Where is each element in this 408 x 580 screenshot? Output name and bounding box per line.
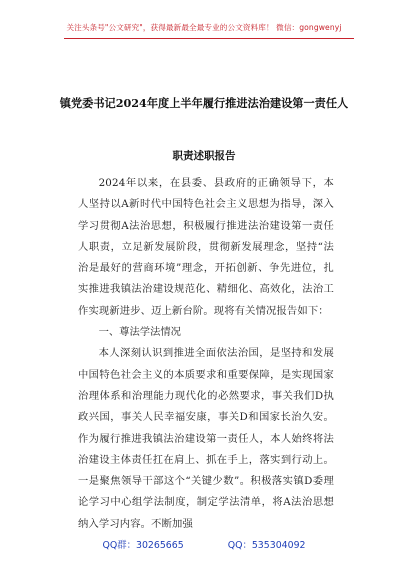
section-heading: 一、尊法学法情况 [98,326,181,339]
footer-contact [0,537,408,551]
footer-qq-group: QQ群：30265665 [102,540,184,551]
intro-paragraph: 2024年以来，在县委、县政府的正确领导下，本人坚持以A新时代中国特色社会主义思想为指导，深入学习贯彻A法治思想，积极履行推进法治建设第一责任人职责，立足新发展阶段，贯彻新发展理念，坚持“法治是最好的营商环境”理念，开拓创新、争先进位，扎实推进我镇法治建设规范化、精细化、高效化，法治工作实现新进步、迈上新台阶。现将有关情况报告如下： [78,177,334,317]
document-title: 镇党委书记2024年度上半年履行推进法治建设第一责任人 [59,96,349,110]
document-subtitle: 职责述职报告 [172,150,236,162]
footer-qq-number: QQ：535304092 [227,540,306,551]
document-body [78,173,334,535]
header-banner: 关注头条号"公文研究"，获得最新最全最专业的公文资料库！ 微信：gongwenyj [66,23,342,32]
header-divider [64,38,354,39]
section-paragraph: 本人深刻认识到推进全面依法治国，是坚持和发展中国特色社会主义的本质要求和重要保障，是实现国家治理体系和治理能力现代化的必然要求，事关我们D执政兴国，事关人民幸福安康，事关D和国家长治久安。作为履行推进我镇法治建设第一责任人，本人始终将法治建设主体责任扛在肩上、抓在手上，落实到行动上。一是聚焦领导干部这个“关键少数”。积极落实镇D委理论学习中心组学法制度，制定学法清单，将A法治思想纳入学习内容。不断加强 [78,347,334,530]
